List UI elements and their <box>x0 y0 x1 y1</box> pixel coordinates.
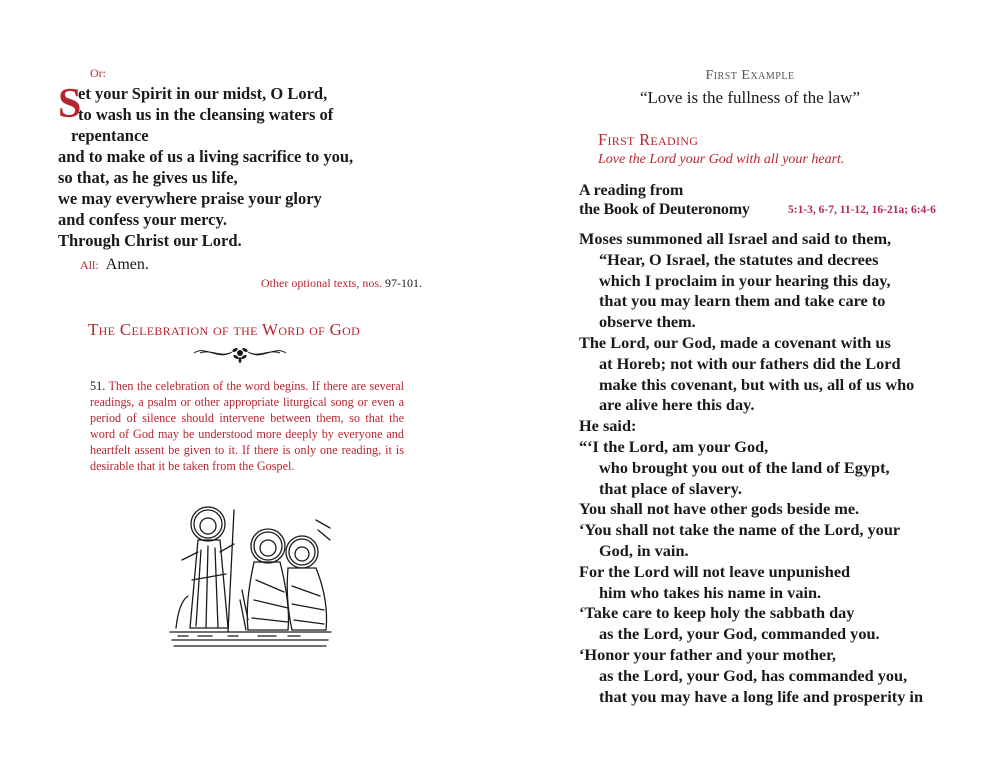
reading-line: He said: <box>579 416 637 436</box>
reading-line: as the Lord, your God, commanded you. <box>599 624 880 644</box>
prayer-line: and to make of us a living sacrifice to you, <box>58 147 354 166</box>
prayer-line: we may everywhere praise your glory <box>58 189 322 208</box>
reading-line: ‘Honor your father and your mother, <box>579 645 836 664</box>
response-line <box>80 256 149 274</box>
response-text: Amen. <box>105 256 149 273</box>
reading-heading: First Reading <box>598 130 699 149</box>
reading-line: observe them. <box>599 312 696 332</box>
reading-from-line2: the Book of Deuteronomy <box>579 201 750 218</box>
reading-line: God, in vain. <box>599 541 689 560</box>
reading-line: that place of slavery. <box>599 478 742 498</box>
reading-line: as the Lord, your God, has commanded you, <box>599 665 908 685</box>
drop-cap: S <box>58 81 82 127</box>
reading-line: “Hear, O Israel, the statutes and decrees <box>599 249 879 269</box>
example-subtitle: “Love is the fullness of the law” <box>640 88 860 107</box>
prayer-line: so that, as he gives us life, <box>58 168 238 187</box>
rubric-text: Then the celebration of the word begins. If there are several readings, a psalm or other appropriate liturgical song or even a period of silence should intervene between them, so that the word of God may be understood more deeply by everyone and heartfelt assent be given to it. If there is only one reading, it is desirable that it be taken from the Gospel. <box>90 379 404 473</box>
reading-line: at Horeb; not with our fathers did the Lord <box>599 353 901 373</box>
reading-line: For the Lord will not leave unpunished <box>579 561 851 581</box>
other-texts-label: Other optional texts, nos. <box>261 276 382 290</box>
reading-line: make this covenant, but with us, all of us who <box>599 374 915 394</box>
reading-line: which I proclaim in your hearing this day, <box>599 270 891 290</box>
prayer-line: Through Christ our Lord. <box>58 231 242 250</box>
prayer-line: repentance <box>71 126 149 145</box>
reading-line: are alive here this day. <box>599 395 755 415</box>
other-texts-note <box>261 276 422 291</box>
scripture-citation: 5:1-3, 6-7, 11-12, 16-21a; 6:4-6 <box>788 204 936 216</box>
reading-antiphon: Love the Lord your God with all your heart. <box>598 152 845 167</box>
rubric-number: 51. <box>90 379 106 393</box>
reading-from-line1: A reading from <box>579 182 684 199</box>
fleuron-divider-icon <box>192 341 288 365</box>
reading-line: who brought you out of the land of Egypt, <box>599 457 890 477</box>
response-label: All: <box>80 258 99 272</box>
reading-line: Moses summoned all Israel and said to them, <box>579 229 892 248</box>
reading-line: him who takes his name in vain. <box>599 582 822 602</box>
prayer-line: and confess your mercy. <box>58 210 227 229</box>
reading-line: ‘Take care to keep holy the sabbath day <box>579 603 855 623</box>
example-title: First Example <box>705 68 795 83</box>
reading-line: The Lord, our God, made a covenant with us <box>579 333 891 352</box>
reading-line: that you may have a long life and prosperity in <box>599 686 923 706</box>
reading-line: You shall not have other gods beside me. <box>579 499 860 519</box>
reading-line: ‘You shall not take the name of the Lord, your <box>579 520 901 540</box>
other-texts-numbers: 97-101. <box>385 276 422 290</box>
prayer-line: et your Spirit in our midst, O Lord, <box>78 84 328 103</box>
rubric-51 <box>90 378 404 474</box>
or-label: Or: <box>90 66 106 80</box>
woodcut-saints-illustration <box>168 500 333 650</box>
reading-line: that you may learn them and take care to <box>599 291 886 311</box>
section-title: The Celebration of the Word of God <box>88 320 361 339</box>
reading-line: “‘I the Lord, am your God, <box>579 437 769 456</box>
prayer-line: to wash us in the cleansing waters of <box>78 105 334 124</box>
right-page <box>500 0 1000 760</box>
